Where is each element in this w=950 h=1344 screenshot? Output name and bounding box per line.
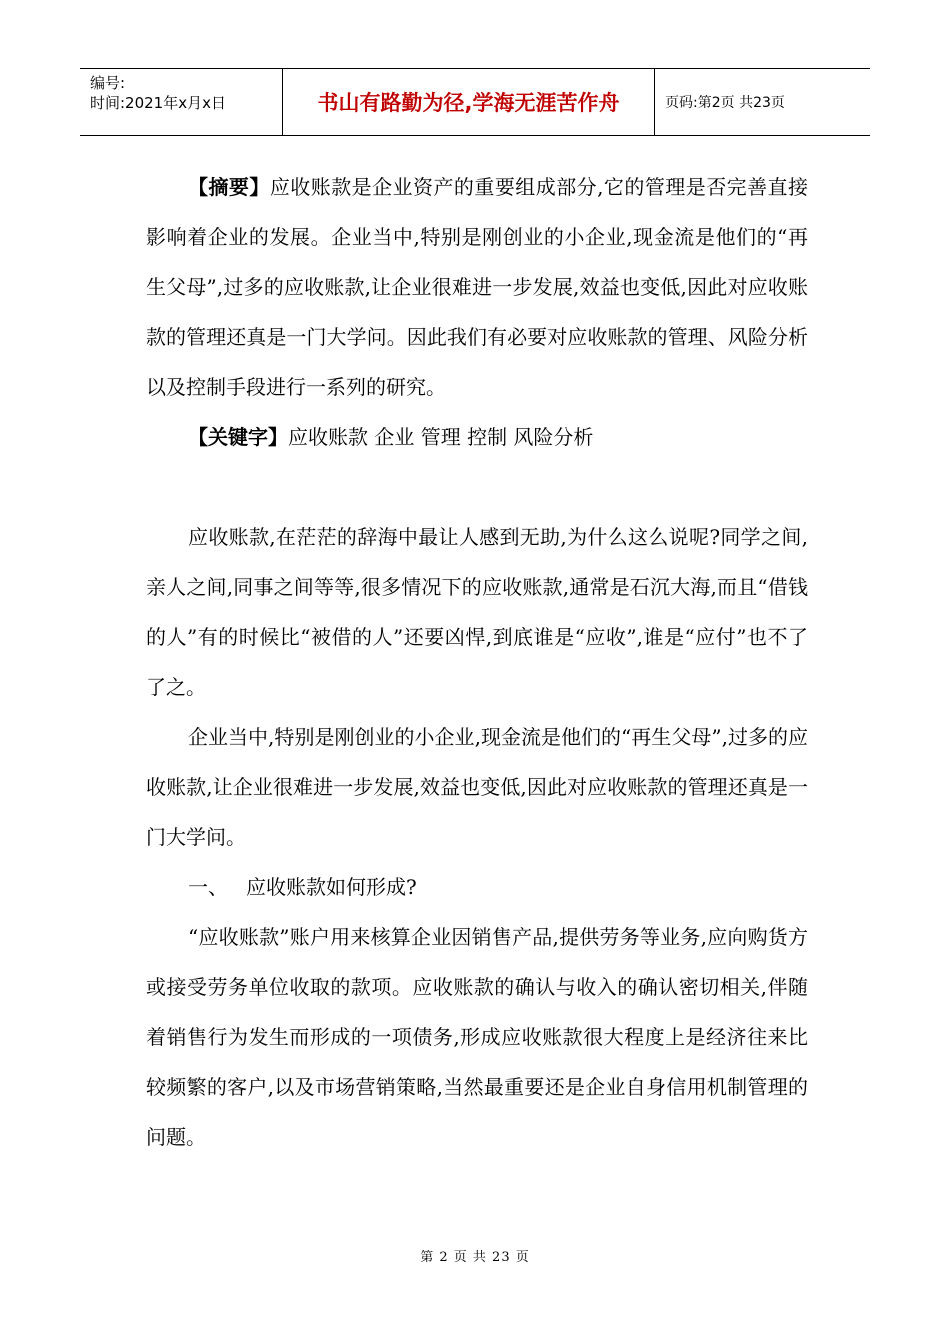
section-number: 一、 <box>188 875 228 899</box>
header-table <box>80 68 870 136</box>
body-paragraph-3: “应收账款”账户用来核算企业因销售产品,提供劳务等业务,应向购货方或接受劳务单位收取的款项。应收账款的确认与收入的确认密切相关,伴随着销售行为发生而形成的一项债务,形成应收账款很大程度上是经济往来比较频繁的客户,以及市场营销策略,当然最重要还是企业自身信用机制管理的问题。 <box>146 925 808 1149</box>
body-paragraph-1: 应收账款,在茫茫的辞海中最让人感到无助,为什么这么说呢?同学之间,亲人之间,同事之间等等,很多情况下的应收账款,通常是石沉大海,而且“借钱的人”有的时候比“被借的人”还要凶悍,到底谁是“应收”,谁是“应付”也不了了之。 <box>146 525 808 699</box>
abstract-label: 【摘要】 <box>188 175 270 199</box>
header-motto: 书山有路勤为径,学海无涯苦作舟 <box>283 69 655 135</box>
keywords-text: 应收账款 企业 管理 控制 风险分析 <box>288 425 594 449</box>
section-heading-1 <box>146 862 808 912</box>
keywords-label: 【关键字】 <box>188 425 288 449</box>
document-number-label: 编号: <box>90 74 126 92</box>
header-meta-cell <box>80 69 283 135</box>
body-paragraph-2: 企业当中,特别是刚创业的小企业,现金流是他们的“再生父母”,过多的应收账款,让企业很难进一步发展,效益也变低,因此对应收账款的管理还真是一门大学问。 <box>146 725 808 849</box>
abstract-paragraph <box>146 162 808 412</box>
document-time-label: 时间:2021年x月x日 <box>90 94 226 112</box>
page-footer: 第 2 页 共 23 页 <box>420 1250 530 1265</box>
document-body <box>146 162 808 1162</box>
spacer <box>146 462 808 512</box>
header-page-info: 页码:第2页 共23页 <box>665 95 785 111</box>
section-title: 应收账款如何形成? <box>246 875 417 899</box>
abstract-text: 应收账款是企业资产的重要组成部分,它的管理是否完善直接影响着企业的发展。企业当中,特别是刚创业的小企业,现金流是他们的“再生父母”,过多的应收账款,让企业很难进一步发展,效益也变低,因此对应收账款的管理还真是一门大学问。因此我们有必要对应收账款的管理、风险分析以及控制手段进行一系列的研究。 <box>146 175 809 399</box>
keywords-paragraph <box>146 412 808 462</box>
